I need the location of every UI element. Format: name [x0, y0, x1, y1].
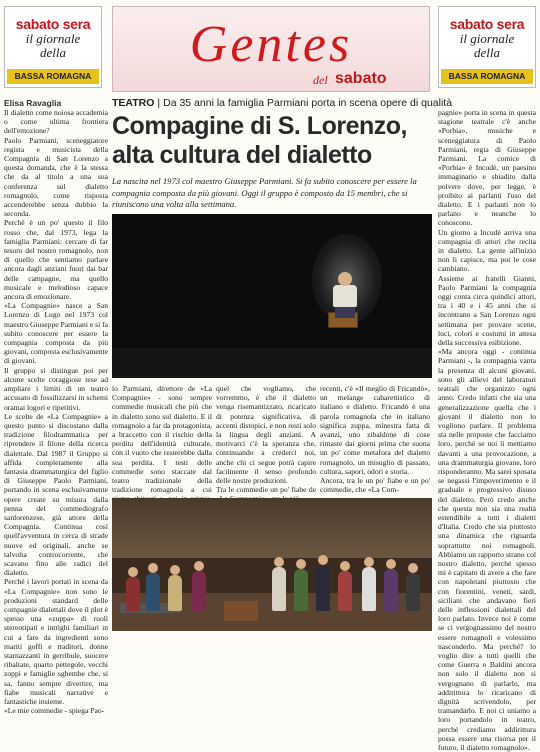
author-byline: Elisa Ravaglia	[4, 98, 62, 108]
masthead-title: sabato sera	[449, 16, 525, 32]
cast-member	[126, 577, 140, 611]
article-column-2: lo Parmiani, direttore de «La Compagnie» - sono sempre commedie musicali che più che in dialetto sono sul dialetto. E il romagnolo a far da protagonista, a braccetto con il rischio della perdita dell'identità culturale, con il vuoto che resterebbe dalla sua perdita. I testi delle commedie sono staccate dal teatro tradizionale della tradizione romagnola a cui	[112, 384, 212, 495]
article-column-3: quel che vogliamo, che vorremmo, è che il dialetto venga risemantizzato, ricaricato di potenza significativa, di accenti distopici, e non resti solo la lingua degli anziani. A motivarci c'è la speranza che, continuando a crederci noi, anche chi ci segue potrà capire facilmente il senso profondo delle nostre produzioni. Tra le commedie un po' fiabe de	[216, 384, 316, 495]
section-label: TEATRO	[112, 97, 155, 109]
masthead-right	[438, 6, 536, 88]
stage-photo	[112, 214, 432, 378]
cast-member	[316, 565, 330, 611]
article-subhead: La nascita nel 1973 col maestro Giuseppe Parmiani. Si fa subito conoscere per essere la compagnia composta da più giovani. Oggi il gruppo è composto da 15 membri, che si riuniscono una volta alla settimana.	[112, 176, 417, 209]
masthead-line-1: il giornale	[459, 31, 515, 46]
masthead-band: BASSA ROMAGNA	[441, 69, 533, 84]
cast-member	[294, 569, 308, 611]
article-column-4: recenti, c'è «Il meglio di Fricandò», un melange caharettistico di italiano e dialetto. Fricandò è una parola romagnola che in italiano significa zuppa, minestra fatta di avanzi, uno zibaldone di cose rimaste dai giorni prima che suona un po' come metafora del dialetto romagnolo, un misuglio di passato, cultura, sapori, odori e storia. Ancora, tra le un po' fiabe e un po' commedie, che «La Com-	[320, 384, 430, 495]
stage-floor	[112, 348, 432, 378]
cast-member	[192, 571, 206, 611]
article-headline: Compagine di S. Lorenzo, alta cultura del dialetto	[112, 112, 407, 169]
table-prop	[224, 601, 258, 621]
cast-backdrop	[112, 498, 432, 558]
cast-member	[338, 571, 352, 611]
masthead-line-2: della	[40, 45, 66, 60]
cast-member	[272, 567, 286, 611]
banner-sabato: sabato	[335, 70, 387, 87]
actor-body	[333, 285, 357, 307]
article-column-5: pagnie» porta in scena in questa stagione teatrale c'è anche «Porbia», musiche e sceneggiatura di Paolo Parmiani, regia di Giuseppe Parmiani. La comice di «Porbia» è Incudè, un paesino immaginario e sbiadito dalla polvere dove, per legge, è proibito ai parlanti l'uso del dialetto. E i parlanti non lo parlano e neanche lo conoscono. Un giorno a Incudè arriva una compagnia di attori che recita in dialetto. La gente all'inizio non li capisce, ma poi le cose cambiano. Assieme ai fratelli Gianni, Paolo Parmiani la compagnia oggi conta circa quindici attori, tra i 40 e i 45 anni che si incontrano a San Lorenzo ogni settimana per provare scene, luci, colori e costumi in attesa della successiva esibizione. «Ma ancora oggi - continua Parmiani -, la compagnia vanta la presenza di alcuni giovani, sono gli allievi del laboratori teatrali che organizzo ogni anno. Credo infatti che sia una generalizzazione quella che i giovani il dialetto non lo vogliono parlare. Il problema sta nelle proposte che facciamo loro, perché se noi li mettiamo davanti a una provocazione, a una drammaturgia giovane, loro risponderanno. Ma sarei sposata se negassi l'impoverimento e il graduale e progressivo disuso del dialetto. Però credo anche che questa non sia una realtà estendibile a tutti i dialetti d'Italia. Credo che sia piuttosto una dinamica che riguarda soprattutto noi romagnoli. Abbiamo un rapporto strano col nostro dialetto, perché spesso mi è capitato di avere a che fare con napoletani piuttosto che con fiorentini, veneti, sardi, siciliani che andavano fieri delle inflessioni dialettali del loro parlato. Invece noi è come se ci vergognassimo del nostro essere romagnoli e volessimo nasconderlo. Ma perché? lo voglio dire a tutti quelli che come Guerra o Baldini ancora non solo il dialetto non si vergognano di parlarlo, ma addirittura lo ricaricano di dignità scrivendolo, per tramandarlo. E noi ci uniamo a loro portandolo in teatro, perché crediamo addirittura possa essere una risorsa per il futuro, il dialetto romagnolo».	[438, 108, 536, 752]
banner-title: Gentes	[189, 16, 353, 73]
cast-member	[168, 575, 182, 611]
cast-photo	[112, 498, 432, 631]
kicker-text: Da 35 anni la famiglia Parmiani porta in scena opere di qualità	[163, 97, 453, 109]
cast-member	[146, 573, 160, 611]
cast-member	[384, 569, 398, 611]
actor-head	[338, 272, 352, 286]
banner-del: del	[313, 73, 328, 87]
cast-member	[362, 567, 376, 611]
masthead-line-1: il giornale	[25, 31, 81, 46]
kicker-separator: |	[157, 97, 161, 109]
masthead-line-2: della	[474, 45, 500, 60]
actor-legs	[335, 306, 355, 318]
masthead-left	[4, 6, 102, 88]
masthead-title: sabato sera	[15, 16, 91, 32]
cast-member	[406, 573, 420, 611]
masthead-band: BASSA ROMAGNA	[7, 69, 99, 84]
article-column-1: Il dialetto come noiosa accademia o come ultima frontiera dell'emozione? Paolo Parmiani, sceneggiatore regista e musicista della Compagnia di San Lorenzo a questa domanda, che è la stessa che da al titolo a una sua conferenza sul dialetto romagnolo, come risposta accenderebbe senza dubbio la seconda. Perché è un po' questo il filo rosso che, dal 1973, lega la famiglia Parmiani: cercare di far tesoro del nostro romagnolo, non di quello che sentiamo parlare ancora dagli anziani fuori dai bar delle campagne, ma quello musicale e melodioso capace ancora di emozionare. «La Compagnie» nasce a San Lorenzo di Lugo nel 1973 col maestro Giuseppe Parmiani e si fa subito conoscere per essere la compagnia composta da più giovani, composta esclusivamente di giovani. Il gruppo si distingue poi per alcune scelte coraggiose tese ad ampliare i limiti di un teatro accusato di fossilizzarsi in schemi oramai logori e ripetitivi. Le scelte de «La Compagnie» a questo punto si discostano dalla tradizione filodrammatica per riprendere il filone della ricerca dialettale. Dal 1987 il Gruppo si affida completamente alla fantasia drammaturgica del figlio di Giuseppe Paolo Parmiani, portando in scena esclusivamente opere create su misura dalla penna del commediografo sanlorenzese, già attore della Compagnia. Continua così quell'avventura in cerca di strade nuove ed originali, anche se talvolta controcorrente, che scavano fino alle radici del dialetto. Perché i lavori portati in scena da «La Compagnie» non sono le produzioni standard delle compagnie dialettali dove il plot è spesso una «zuppa» di ruoli stereotipati e intrighi familiari in cui a fare da ingredienti sono mariti goffi e traditori, donne starnazzanti in gerribule, suocere ribaltate, quarto pettegole, vecchi zoppi e famiglie sghembe che, si sa, fanno sempre divertire, ma fiabe musicali narrative e fantastiche insieme. «Le mie commedie - spiega Pao-	[4, 108, 108, 716]
section-banner	[112, 6, 430, 92]
